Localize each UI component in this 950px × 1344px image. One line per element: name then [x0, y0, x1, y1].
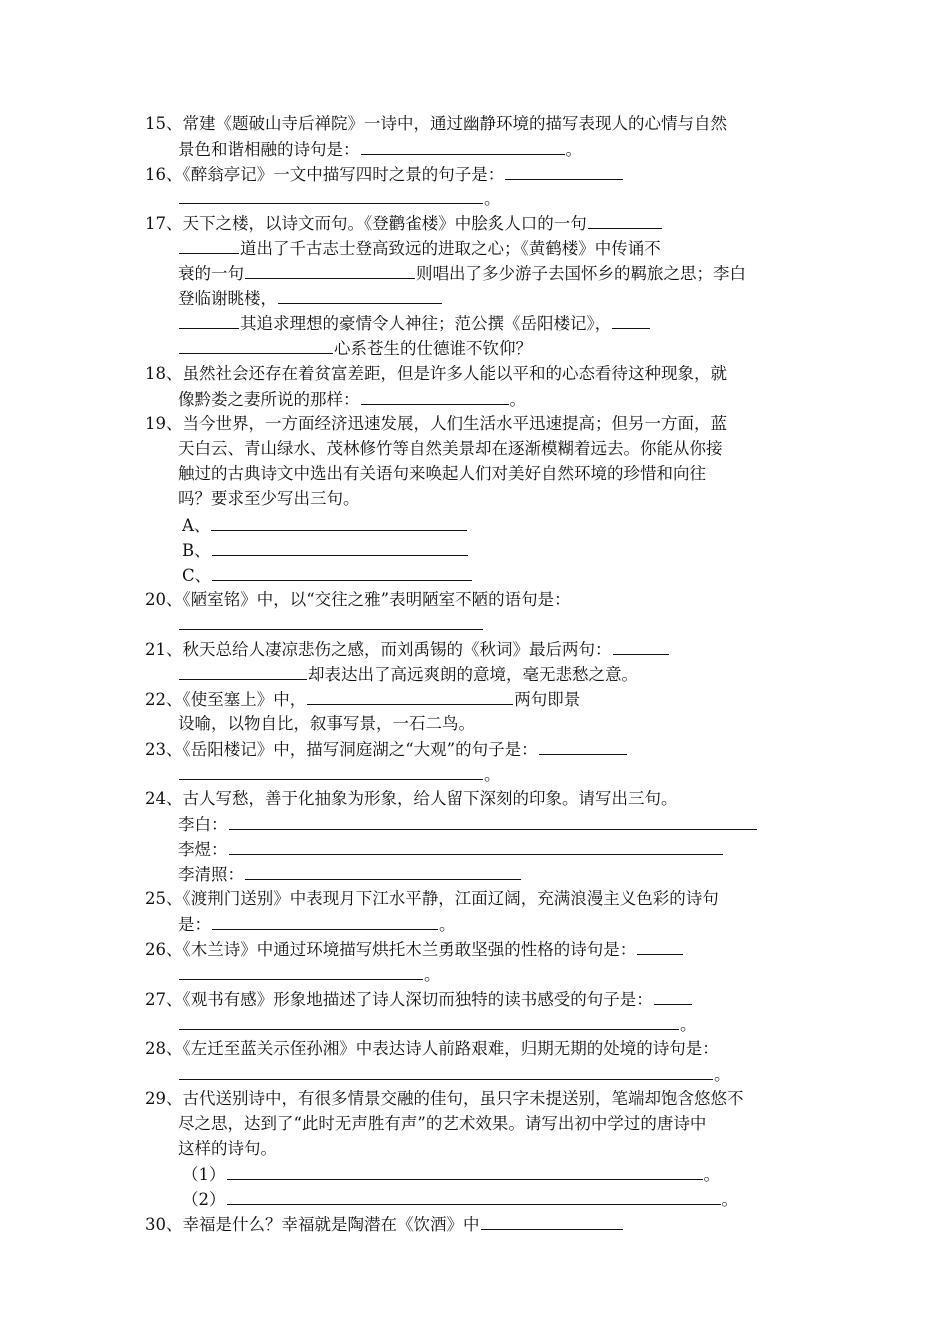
q17-text-3a: 衰的一句 [178, 264, 244, 283]
q21-text: 21、秋天总给人凄凉悲伤之感，而刘禹锡的《秋词》最后两句： [145, 640, 612, 659]
q19-text-2: 天白云、青山绿水、茂林修竹等自然美景却在逐渐模糊着远去。你能从你接 [178, 439, 723, 458]
q29-label-2: （2） [182, 1190, 226, 1209]
q24-label-b: 李煜： [178, 840, 228, 859]
q15-answer-blank[interactable] [361, 137, 565, 155]
q22-line-2 [178, 712, 475, 736]
q18-line-2 [178, 387, 526, 412]
q24-blank-c[interactable] [245, 862, 521, 880]
q27-line-1 [145, 987, 693, 1012]
q22-text-b: 两句即景 [514, 690, 581, 709]
q28-text: 28、《左迁至蓝关示侄孙湘》中表达诗人前路艰难，归期无期的处境的诗句是： [145, 1039, 719, 1058]
q25-text: 25、《渡荆门送别》中表现月下江水平静，江面辽阔，充满浪漫主义色彩的诗句 [145, 889, 719, 908]
q24-item-b [178, 837, 724, 862]
q17-text-6: 心系苍生的仕德谁不钦仰？ [334, 339, 532, 358]
q19-line-2 [178, 437, 723, 461]
q17-text-2: 道出了千古志士登高致远的进取之心；《黄鹤楼》中传诵不 [240, 239, 661, 258]
q23-blank-1[interactable] [539, 737, 627, 755]
q23-period: 。 [484, 765, 501, 784]
q23-text: 23、《岳阳楼记》中，描写洞庭湖之“大观”的句子是： [145, 740, 538, 759]
q19-text-4: 吗？要求至少写出三句。 [178, 489, 360, 508]
q19-option-b [182, 538, 469, 563]
q19-blank-b[interactable] [212, 538, 468, 556]
q24-label-c: 李清照： [178, 865, 244, 884]
q19-option-a [182, 513, 468, 538]
q15-period: 。 [565, 140, 582, 159]
q20-answer-blank[interactable] [179, 612, 483, 630]
q24-label-a: 李白： [178, 815, 228, 834]
q29-text-2: 尽之思，达到了“此时无声胜有声”的艺术效果。请写出初中学过的唐诗中 [178, 1114, 707, 1133]
q26-blank-2[interactable] [179, 962, 423, 980]
q17-blank-4[interactable] [278, 286, 442, 304]
q17-line-6 [178, 336, 532, 361]
q21-text-2: 却表达出了高远爽朗的意境，毫无悲愁之意。 [308, 665, 638, 684]
q20-text: 20、《陋室铭》中，以“交往之雅”表明陋室不陋的语句是： [145, 590, 571, 609]
q25-line-1 [145, 887, 719, 911]
q17-text-1: 17、天下之楼，以诗文而句。《登鹳雀楼》中脍炙人口的一句 [145, 214, 587, 233]
q19-label-a: A、 [182, 516, 211, 535]
q18-answer-blank[interactable] [361, 387, 509, 405]
q19-label-b: B、 [182, 541, 211, 560]
q17-text-3b: 则唱出了多少游子去国怀乡的羁旅之思；李白 [416, 264, 746, 283]
q29-label-1: （1） [182, 1165, 226, 1184]
q29-line-2 [178, 1112, 706, 1136]
q19-text-1: 19、当今世界，一方面经济迅速发展，人们生活水平迅速提高；但另一方面，蓝 [145, 414, 727, 433]
q27-blank-1[interactable] [654, 987, 692, 1005]
q17-blank-6[interactable] [612, 311, 650, 329]
q22-answer-blank[interactable] [307, 687, 513, 705]
q30-text: 30、幸福是什么？幸福就是陶潜在《饮酒》中 [145, 1215, 480, 1234]
q24-item-c [178, 862, 522, 887]
q29-blank-1[interactable] [227, 1162, 703, 1180]
q27-text: 27、《观书有感》形象地描述了诗人深切而独特的读书感受的句子是： [145, 990, 653, 1009]
q24-blank-a[interactable] [229, 812, 757, 830]
q18-text: 18、虽然社会还存在着贫富差距，但是许多人能以平和的心态看待这种现象，就 [145, 364, 727, 383]
q17-text-5: 其追求理想的豪情令人神往；范公撰《岳阳楼记》， [240, 314, 612, 333]
q29-blank-2[interactable] [227, 1187, 721, 1205]
q25-text-2: 是： [178, 915, 211, 934]
q19-text-3: 触过的古典诗文中选出有关语句来唤起人们对美好自然环境的珍惜和向往 [178, 464, 706, 483]
q29-text-3: 这样的诗句。 [178, 1139, 277, 1158]
q29-period-1: 。 [703, 1165, 720, 1184]
q17-text-4: 登临谢眺楼， [178, 289, 277, 308]
q16-line-1 [145, 162, 624, 187]
q18-text-2: 像黔娄之妻所说的那样： [178, 390, 360, 409]
q29-text-1: 29、古代送别诗中，有很多情景交融的佳句，虽只字未提送别，笔端却饱含悠悠不 [145, 1089, 744, 1108]
q29-item-2 [182, 1187, 738, 1212]
q24-blank-b[interactable] [229, 837, 723, 855]
q15-text-2: 景色和谐相融的诗句是： [178, 140, 360, 159]
q26-text: 26、《木兰诗》中通过环境描写烘托木兰勇敢坚强的性格的诗句是： [145, 940, 637, 959]
q17-line-3 [178, 261, 746, 286]
q17-line-5 [178, 311, 651, 336]
q15-line-1 [145, 112, 727, 136]
q21-blank-1[interactable] [613, 637, 669, 655]
q30-line-1 [145, 1212, 624, 1237]
q30-answer-blank[interactable] [481, 1212, 623, 1230]
q20-line-2 [178, 612, 484, 637]
q21-blank-2[interactable] [179, 662, 307, 680]
q19-label-c: C、 [182, 566, 212, 585]
q29-period-2: 。 [721, 1190, 738, 1209]
q16-text: 16、《醉翁亭记》一文中描写四时之景的句子是： [145, 165, 505, 184]
q15-line-2 [178, 137, 582, 162]
q28-line-1 [145, 1037, 719, 1061]
q17-blank-3[interactable] [245, 261, 415, 279]
q27-blank-2[interactable] [179, 1012, 679, 1030]
q17-line-1 [145, 211, 663, 236]
q24-text: 24、古人写愁，善于化抽象为形象，给人留下深刻的印象。请写出三句。 [145, 789, 678, 808]
q23-line-1 [145, 737, 628, 762]
q29-line-3 [178, 1137, 277, 1161]
q16-period: 。 [484, 189, 501, 208]
q16-line-2 [178, 186, 501, 211]
q24-item-a [178, 812, 758, 837]
q25-line-2 [178, 912, 456, 937]
q19-option-c [182, 563, 473, 588]
q25-period: 。 [439, 915, 456, 934]
q29-line-1 [145, 1087, 744, 1111]
q21-line-2 [178, 662, 638, 687]
q20-line-1 [145, 588, 571, 612]
q22-text: 22、《使至塞上》中， [145, 690, 307, 709]
q25-answer-blank[interactable] [212, 912, 438, 930]
q18-period: 。 [509, 390, 526, 409]
q22-line-1 [145, 687, 580, 712]
q24-line-1 [145, 787, 678, 811]
q19-blank-a[interactable] [211, 513, 467, 531]
q26-period: 。 [424, 965, 441, 984]
q26-blank-1[interactable] [637, 937, 683, 955]
q21-line-1 [145, 637, 670, 662]
q15-text: 15、常建《题破山寺后禅院》一诗中，通过幽静环境的描写表现人的心情与自然 [145, 114, 727, 133]
q27-line-2 [178, 1012, 697, 1037]
q28-line-2 [178, 1062, 731, 1087]
q29-item-1 [182, 1162, 720, 1187]
q17-blank-1[interactable] [588, 211, 662, 229]
q22-text-2: 设喻，以物自比，叙事写景，一石二鸟。 [178, 714, 475, 733]
q23-line-2 [178, 762, 501, 787]
q16-answer-blank-2[interactable] [179, 186, 483, 204]
q26-line-2 [178, 962, 441, 987]
q27-period: 。 [680, 1015, 697, 1034]
q18-line-1 [145, 362, 727, 386]
q28-period: 。 [714, 1065, 731, 1084]
q16-answer-blank-1[interactable] [505, 162, 623, 180]
q17-blank-2[interactable] [179, 236, 239, 254]
q17-blank-5[interactable] [179, 311, 239, 329]
q19-line-4 [178, 487, 360, 511]
q19-blank-c[interactable] [212, 563, 472, 581]
q17-blank-7[interactable] [179, 336, 333, 354]
q28-answer-blank[interactable] [179, 1062, 713, 1080]
q17-line-4 [178, 286, 443, 311]
q23-blank-2[interactable] [179, 762, 483, 780]
q19-line-1 [145, 412, 727, 436]
q17-line-2 [178, 236, 661, 261]
q19-line-3 [178, 462, 706, 486]
q26-line-1 [145, 937, 684, 962]
